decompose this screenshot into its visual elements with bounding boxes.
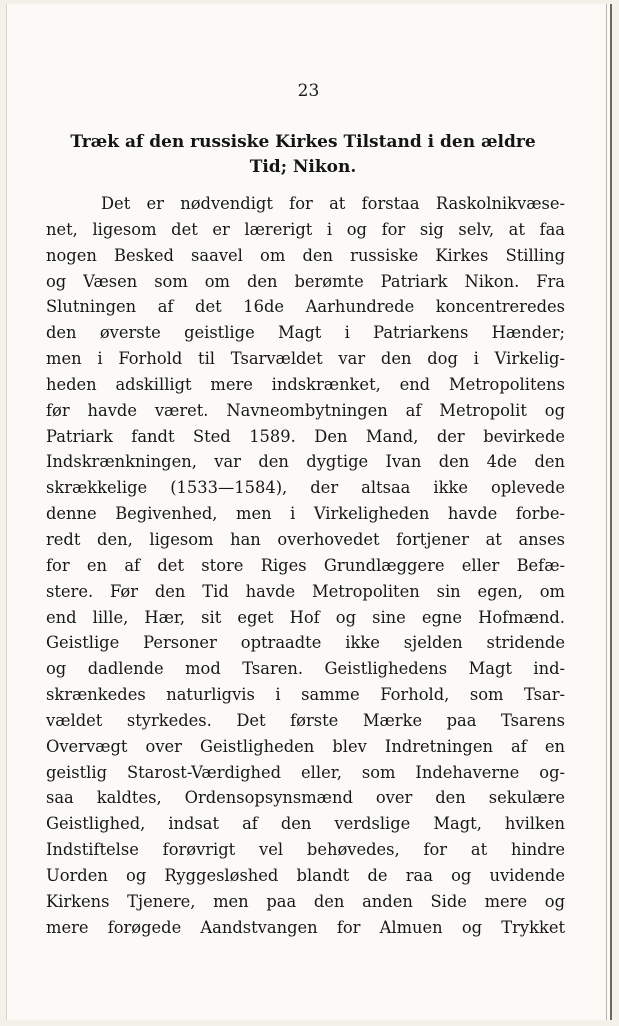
text-line: stere. Før den Tid havde Metropoliten sin egen, om <box>46 581 565 601</box>
text-line: Indskrænkningen, var den dygtige Ivan den 4de den <box>46 452 565 472</box>
text-line: nogen Besked saavel om den russiske Kirkes Stilling <box>46 245 565 265</box>
text-line: Geistlighed, indsat af den verdslige Magt, hvilken <box>46 814 565 834</box>
text-line: Indstiftelse forøvrigt vel behøvedes, for at hindre <box>46 840 565 860</box>
text-line: denne Begivenhed, men i Virkeligheden havde forbe- <box>46 504 565 524</box>
heading-line: Træk af den russiske Kirkes Tilstand i den ældre <box>70 132 536 152</box>
text-line: og dadlende mod Tsaren. Geistlighedens Magt ind- <box>46 659 565 679</box>
chapter-heading <box>51 130 555 180</box>
text-line: Slutningen af det 16de Aarhundrede koncentreredes <box>46 297 565 317</box>
text-line: saa kaldtes, Ordensopsynsmænd over den sekulære <box>46 788 565 808</box>
text-line: Uorden og Ryggesløshed blandt de raa og uvidende <box>46 865 565 885</box>
text-line: men i Forhold til Tsarvældet var den dog i Virkelig- <box>46 349 565 369</box>
text-line: og Væsen som om den berømte Patriark Nikon. Fra <box>46 271 565 291</box>
text-line: skrænkedes naturligvis i samme Forhold, som Tsar- <box>46 685 565 705</box>
text-line: redt den, ligesom han overhovedet fortjener at anses <box>46 529 565 549</box>
text-line: skrækkelige (1533—1584), der altsaa ikke oplevede <box>46 478 565 498</box>
text-line: Det er nødvendigt for at forstaa Raskolnikvæse- <box>101 194 565 213</box>
text-line: Patriark fandt Sted 1589. Den Mand, der bevirkede <box>46 426 565 446</box>
body-paragraph <box>46 191 565 940</box>
text-line: end lille, Hær, sit eget Hof og sine egne Hofmænd. <box>46 607 565 627</box>
text-line: mere forøgede Aandstvangen for Almuen og Trykket <box>46 917 565 937</box>
text-line: Overvægt over Geistligheden blev Indretningen af en <box>46 736 565 756</box>
text-line: Kirkens Tjenere, men paa den anden Side mere og <box>46 891 565 911</box>
book-page <box>6 4 612 1020</box>
text-line: Geistlige Personer optraadte ikke sjelden stridende <box>46 633 565 653</box>
text-line: geistlig Starost-Værdighed eller, som Indehaverne og- <box>46 762 565 782</box>
text-line: før havde været. Navneombytningen af Metropolit og <box>46 400 565 420</box>
page-number: 23 <box>297 81 320 101</box>
text-line: den øverste geistlige Magt i Patriarkens Hænder; <box>46 323 565 343</box>
heading-line: Tid; Nikon. <box>249 157 357 177</box>
text-line: for en af det store Riges Grundlæggere eller Befæ- <box>46 555 565 575</box>
text-line: net, ligesom det er lærerigt i og for sig selv, at faa <box>46 219 565 239</box>
text-line: heden adskilligt mere indskrænket, end Metropolitens <box>46 374 565 394</box>
text-line: vældet styrkedes. Det første Mærke paa Tsarens <box>46 710 565 730</box>
